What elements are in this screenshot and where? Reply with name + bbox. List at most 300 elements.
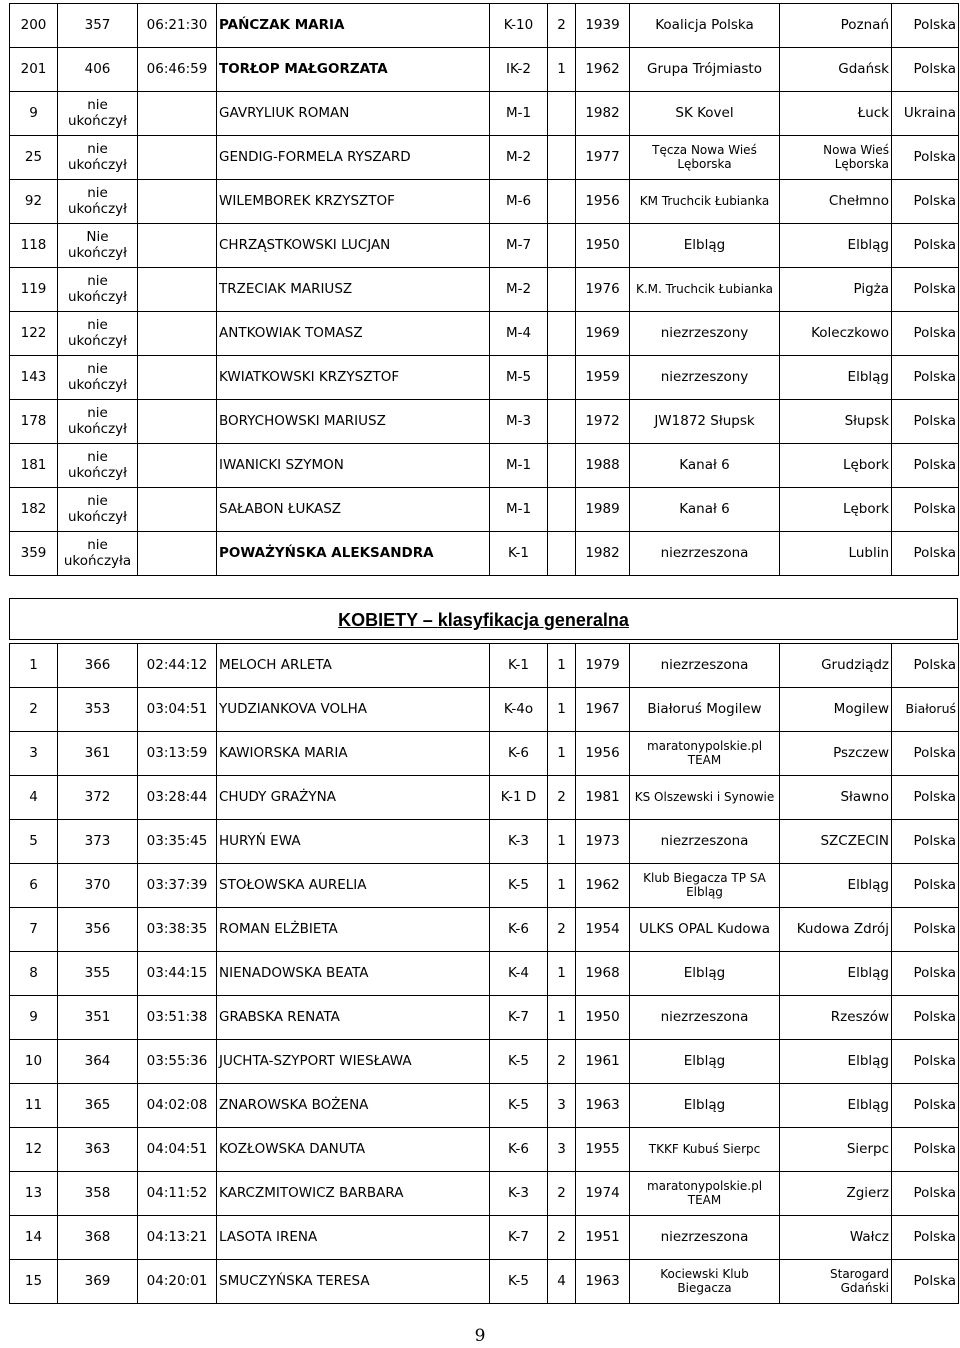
cell-name: BORYCHOWSKI MARIUSZ xyxy=(217,400,490,444)
cell-birth-year: 1962 xyxy=(576,864,630,908)
cell-cat-place xyxy=(548,268,576,312)
cell-country: Polska xyxy=(892,952,959,996)
cell-country: Polska xyxy=(892,776,959,820)
cell-bib: nie ukończył xyxy=(58,180,138,224)
cell-bib: 357 xyxy=(58,4,138,48)
cell-name: GENDIG-FORMELA RYSZARD xyxy=(217,136,490,180)
cell-cat-place xyxy=(548,444,576,488)
cell-place: 122 xyxy=(10,312,58,356)
cell-city: Mogilew xyxy=(780,688,892,732)
cell-city: Sławno xyxy=(780,776,892,820)
cell-bib: 365 xyxy=(58,1084,138,1128)
cell-city: Łuck xyxy=(780,92,892,136)
cell-time: 03:35:45 xyxy=(138,820,217,864)
cell-birth-year: 1967 xyxy=(576,688,630,732)
cell-cat-place xyxy=(548,532,576,576)
cell-birth-year: 1955 xyxy=(576,1128,630,1172)
cell-bib: 353 xyxy=(58,688,138,732)
cell-time xyxy=(138,488,217,532)
page-number: 9 xyxy=(474,1326,486,1346)
cell-birth-year: 1962 xyxy=(576,48,630,92)
cell-name: KARCZMITOWICZ BARBARA xyxy=(217,1172,490,1216)
cell-city: Nowa Wieś Lęborska xyxy=(780,136,892,180)
cell-city: Elbląg xyxy=(780,356,892,400)
cell-bib: 351 xyxy=(58,996,138,1040)
cell-time xyxy=(138,444,217,488)
cell-category: M-2 xyxy=(490,268,548,312)
cell-place: 14 xyxy=(10,1216,58,1260)
cell-country: Polska xyxy=(892,444,959,488)
cell-bib: 363 xyxy=(58,1128,138,1172)
cell-name: ANTKOWIAK TOMASZ xyxy=(217,312,490,356)
cell-cat-place: 1 xyxy=(548,732,576,776)
table-row xyxy=(10,644,959,688)
cell-cat-place xyxy=(548,356,576,400)
cell-time: 04:11:52 xyxy=(138,1172,217,1216)
cell-club: Klub Biegacza TP SA Elbląg xyxy=(630,864,780,908)
cell-category: IK-2 xyxy=(490,48,548,92)
cell-place: 9 xyxy=(10,92,58,136)
cell-country: Polska xyxy=(892,1128,959,1172)
cell-category: K-1 xyxy=(490,644,548,688)
cell-club: Elbląg xyxy=(630,1084,780,1128)
cell-city: Elbląg xyxy=(780,224,892,268)
cell-country: Polska xyxy=(892,996,959,1040)
cell-club: TKKF Kubuś Sierpc xyxy=(630,1128,780,1172)
cell-club: Kanał 6 xyxy=(630,488,780,532)
cell-cat-place: 2 xyxy=(548,1216,576,1260)
cell-name: PAŃCZAK MARIA xyxy=(217,4,490,48)
cell-country: Polska xyxy=(892,864,959,908)
cell-birth-year: 1963 xyxy=(576,1260,630,1304)
cell-country: Polska xyxy=(892,732,959,776)
cell-place: 9 xyxy=(10,996,58,1040)
table-row xyxy=(10,864,959,908)
cell-place: 10 xyxy=(10,1040,58,1084)
table-row xyxy=(10,136,959,180)
cell-category: K-1 xyxy=(490,532,548,576)
cell-country: Polska xyxy=(892,312,959,356)
cell-club: Koalicja Polska xyxy=(630,4,780,48)
cell-birth-year: 1963 xyxy=(576,1084,630,1128)
table-row xyxy=(10,1084,959,1128)
cell-city: Lębork xyxy=(780,444,892,488)
cell-cat-place: 2 xyxy=(548,1172,576,1216)
cell-birth-year: 1981 xyxy=(576,776,630,820)
cell-category: K-3 xyxy=(490,1172,548,1216)
cell-name: LASOTA IRENA xyxy=(217,1216,490,1260)
cell-bib: nie ukończył xyxy=(58,400,138,444)
cell-name: TORŁOP MAŁGORZATA xyxy=(217,48,490,92)
cell-birth-year: 1961 xyxy=(576,1040,630,1084)
cell-city: Starogard Gdański xyxy=(780,1260,892,1304)
cell-cat-place: 2 xyxy=(548,908,576,952)
cell-city: Poznań xyxy=(780,4,892,48)
cell-bib: 361 xyxy=(58,732,138,776)
cell-place: 200 xyxy=(10,4,58,48)
cell-country: Polska xyxy=(892,908,959,952)
cell-category: M-1 xyxy=(490,92,548,136)
cell-city: Elbląg xyxy=(780,864,892,908)
cell-name: WILEMBOREK KRZYSZTOF xyxy=(217,180,490,224)
cell-bib: Nie ukończył xyxy=(58,224,138,268)
cell-category: M-2 xyxy=(490,136,548,180)
cell-country: Polska xyxy=(892,400,959,444)
women-title-prefix: KOBIETY xyxy=(338,610,418,630)
cell-category: K-5 xyxy=(490,1040,548,1084)
results-table-women xyxy=(9,643,959,1304)
cell-place: 3 xyxy=(10,732,58,776)
cell-time: 06:46:59 xyxy=(138,48,217,92)
cell-club: JW1872 Słupsk xyxy=(630,400,780,444)
cell-place: 4 xyxy=(10,776,58,820)
cell-club: niezrzeszona xyxy=(630,644,780,688)
cell-city: SZCZECIN xyxy=(780,820,892,864)
cell-country: Ukraina xyxy=(892,92,959,136)
cell-club: niezrzeszona xyxy=(630,532,780,576)
cell-time xyxy=(138,268,217,312)
cell-bib: 369 xyxy=(58,1260,138,1304)
cell-club: Elbląg xyxy=(630,224,780,268)
table-row xyxy=(10,224,959,268)
cell-birth-year: 1982 xyxy=(576,92,630,136)
table-row xyxy=(10,444,959,488)
cell-club: Elbląg xyxy=(630,1040,780,1084)
cell-name: SMUCZYŃSKA TERESA xyxy=(217,1260,490,1304)
cell-place: 201 xyxy=(10,48,58,92)
cell-category: M-1 xyxy=(490,488,548,532)
cell-club: KM Truchcik Łubianka xyxy=(630,180,780,224)
cell-club: niezrzeszona xyxy=(630,820,780,864)
cell-country: Polska xyxy=(892,136,959,180)
cell-bib: nie ukończył xyxy=(58,312,138,356)
cell-country: Polska xyxy=(892,1084,959,1128)
cell-cat-place: 1 xyxy=(548,644,576,688)
cell-cat-place: 4 xyxy=(548,1260,576,1304)
cell-cat-place: 1 xyxy=(548,48,576,92)
table-row xyxy=(10,4,959,48)
cell-name: ZNAROWSKA BOŻENA xyxy=(217,1084,490,1128)
cell-name: CHUDY GRAŻYNA xyxy=(217,776,490,820)
table-row xyxy=(10,268,959,312)
cell-name: YUDZIANKOVA VOLHA xyxy=(217,688,490,732)
cell-country: Polska xyxy=(892,1172,959,1216)
cell-time: 04:13:21 xyxy=(138,1216,217,1260)
women-title-dash: – xyxy=(417,610,438,630)
cell-bib: nie ukończył xyxy=(58,92,138,136)
cell-birth-year: 1982 xyxy=(576,532,630,576)
cell-name: MELOCH ARLETA xyxy=(217,644,490,688)
cell-birth-year: 1950 xyxy=(576,996,630,1040)
cell-place: 181 xyxy=(10,444,58,488)
cell-bib: 366 xyxy=(58,644,138,688)
cell-bib: 368 xyxy=(58,1216,138,1260)
cell-name: KOZŁOWSKA DANUTA xyxy=(217,1128,490,1172)
cell-time: 03:38:35 xyxy=(138,908,217,952)
cell-club: SK Kovel xyxy=(630,92,780,136)
cell-name: CHRZĄSTKOWSKI LUCJAN xyxy=(217,224,490,268)
cell-city: Gdańsk xyxy=(780,48,892,92)
cell-name: IWANICKI SZYMON xyxy=(217,444,490,488)
cell-place: 25 xyxy=(10,136,58,180)
table-row xyxy=(10,952,959,996)
cell-city: Kudowa Zdrój xyxy=(780,908,892,952)
cell-cat-place: 1 xyxy=(548,820,576,864)
table-row xyxy=(10,356,959,400)
cell-club: K.M. Truchcik Łubianka xyxy=(630,268,780,312)
cell-name: GRABSKA RENATA xyxy=(217,996,490,1040)
cell-place: 15 xyxy=(10,1260,58,1304)
cell-category: K-4 xyxy=(490,952,548,996)
cell-place: 11 xyxy=(10,1084,58,1128)
cell-time: 03:51:38 xyxy=(138,996,217,1040)
cell-category: M-5 xyxy=(490,356,548,400)
cell-time: 03:37:39 xyxy=(138,864,217,908)
cell-place: 8 xyxy=(10,952,58,996)
cell-category: K-5 xyxy=(490,1084,548,1128)
cell-city: Koleczkowo xyxy=(780,312,892,356)
table-row xyxy=(10,820,959,864)
cell-city: Elbląg xyxy=(780,1084,892,1128)
cell-birth-year: 1968 xyxy=(576,952,630,996)
cell-place: 143 xyxy=(10,356,58,400)
table-row xyxy=(10,776,959,820)
cell-category: K-6 xyxy=(490,908,548,952)
cell-city: Elbląg xyxy=(780,952,892,996)
cell-place: 92 xyxy=(10,180,58,224)
cell-club: niezrzeszona xyxy=(630,996,780,1040)
cell-club: Kanał 6 xyxy=(630,444,780,488)
cell-club: Białoruś Mogilew xyxy=(630,688,780,732)
table-row xyxy=(10,1128,959,1172)
cell-city: Zgierz xyxy=(780,1172,892,1216)
table-row xyxy=(10,312,959,356)
cell-category: K-3 xyxy=(490,820,548,864)
cell-birth-year: 1974 xyxy=(576,1172,630,1216)
cell-birth-year: 1976 xyxy=(576,268,630,312)
cell-city: Sierpc xyxy=(780,1128,892,1172)
cell-place: 7 xyxy=(10,908,58,952)
cell-cat-place: 1 xyxy=(548,996,576,1040)
cell-club: maratonypolskie.pl TEAM xyxy=(630,1172,780,1216)
cell-category: M-7 xyxy=(490,224,548,268)
cell-category: K-7 xyxy=(490,996,548,1040)
cell-club: niezrzeszona xyxy=(630,1216,780,1260)
table-row xyxy=(10,48,959,92)
table-row xyxy=(10,908,959,952)
cell-country: Polska xyxy=(892,644,959,688)
cell-cat-place xyxy=(548,180,576,224)
cell-club: niezrzeszony xyxy=(630,312,780,356)
cell-birth-year: 1951 xyxy=(576,1216,630,1260)
cell-country: Polska xyxy=(892,48,959,92)
cell-bib: 373 xyxy=(58,820,138,864)
women-title-suffix: klasyfikacja generalna xyxy=(437,610,629,630)
cell-place: 119 xyxy=(10,268,58,312)
cell-city: Grudziądz xyxy=(780,644,892,688)
table-row xyxy=(10,996,959,1040)
cell-birth-year: 1989 xyxy=(576,488,630,532)
cell-place: 5 xyxy=(10,820,58,864)
cell-country: Polska xyxy=(892,820,959,864)
cell-cat-place: 2 xyxy=(548,4,576,48)
cell-club: ULKS OPAL Kudowa xyxy=(630,908,780,952)
cell-bib: 370 xyxy=(58,864,138,908)
cell-place: 13 xyxy=(10,1172,58,1216)
cell-cat-place: 1 xyxy=(548,864,576,908)
cell-bib: 358 xyxy=(58,1172,138,1216)
cell-cat-place xyxy=(548,224,576,268)
cell-place: 6 xyxy=(10,864,58,908)
cell-cat-place: 3 xyxy=(548,1128,576,1172)
cell-name: SAŁABON ŁUKASZ xyxy=(217,488,490,532)
cell-city: Wałcz xyxy=(780,1216,892,1260)
cell-bib: 356 xyxy=(58,908,138,952)
cell-name: KAWIORSKA MARIA xyxy=(217,732,490,776)
cell-city: Słupsk xyxy=(780,400,892,444)
cell-time: 03:55:36 xyxy=(138,1040,217,1084)
cell-name: KWIATKOWSKI KRZYSZTOF xyxy=(217,356,490,400)
cell-club: Grupa Trójmiasto xyxy=(630,48,780,92)
cell-place: 2 xyxy=(10,688,58,732)
table-row xyxy=(10,532,959,576)
cell-time xyxy=(138,312,217,356)
cell-time: 04:04:51 xyxy=(138,1128,217,1172)
cell-name: GAVRYLIUK ROMAN xyxy=(217,92,490,136)
cell-place: 12 xyxy=(10,1128,58,1172)
cell-category: M-3 xyxy=(490,400,548,444)
cell-bib: nie ukończył xyxy=(58,268,138,312)
cell-category: K-7 xyxy=(490,1216,548,1260)
cell-cat-place: 1 xyxy=(548,952,576,996)
cell-cat-place xyxy=(548,92,576,136)
cell-bib: nie ukończyła xyxy=(58,532,138,576)
cell-club: Tęcza Nowa Wieś Lęborska xyxy=(630,136,780,180)
women-section-title xyxy=(9,598,958,640)
cell-country: Polska xyxy=(892,180,959,224)
cell-category: M-4 xyxy=(490,312,548,356)
cell-time xyxy=(138,224,217,268)
table-row xyxy=(10,1260,959,1304)
cell-category: K-4o xyxy=(490,688,548,732)
cell-bib: 355 xyxy=(58,952,138,996)
cell-name: STOŁOWSKA AURELIA xyxy=(217,864,490,908)
cell-city: Lublin xyxy=(780,532,892,576)
cell-birth-year: 1956 xyxy=(576,732,630,776)
cell-name: TRZECIAK MARIUSZ xyxy=(217,268,490,312)
cell-country: Polska xyxy=(892,356,959,400)
cell-bib: nie ukończył xyxy=(58,136,138,180)
cell-category: K-5 xyxy=(490,1260,548,1304)
table-row xyxy=(10,732,959,776)
cell-time xyxy=(138,180,217,224)
cell-time: 03:44:15 xyxy=(138,952,217,996)
cell-bib: 364 xyxy=(58,1040,138,1084)
cell-bib: nie ukończył xyxy=(58,444,138,488)
cell-cat-place: 2 xyxy=(548,776,576,820)
cell-country: Polska xyxy=(892,488,959,532)
cell-category: K-1 D xyxy=(490,776,548,820)
cell-birth-year: 1988 xyxy=(576,444,630,488)
cell-birth-year: 1954 xyxy=(576,908,630,952)
cell-country: Białoruś xyxy=(892,688,959,732)
cell-time: 04:02:08 xyxy=(138,1084,217,1128)
cell-category: K-6 xyxy=(490,732,548,776)
cell-bib: 406 xyxy=(58,48,138,92)
cell-time: 06:21:30 xyxy=(138,4,217,48)
table-row xyxy=(10,180,959,224)
cell-birth-year: 1959 xyxy=(576,356,630,400)
cell-time: 03:04:51 xyxy=(138,688,217,732)
cell-cat-place: 1 xyxy=(548,688,576,732)
cell-bib: 372 xyxy=(58,776,138,820)
cell-name: ROMAN ELŻBIETA xyxy=(217,908,490,952)
table-row xyxy=(10,488,959,532)
cell-country: Polska xyxy=(892,1040,959,1084)
cell-birth-year: 1972 xyxy=(576,400,630,444)
cell-country: Polska xyxy=(892,224,959,268)
cell-place: 118 xyxy=(10,224,58,268)
cell-cat-place xyxy=(548,488,576,532)
cell-time xyxy=(138,136,217,180)
cell-city: Pigża xyxy=(780,268,892,312)
cell-category: M-6 xyxy=(490,180,548,224)
cell-time: 02:44:12 xyxy=(138,644,217,688)
results-table-men xyxy=(9,3,959,576)
cell-category: K-5 xyxy=(490,864,548,908)
cell-place: 178 xyxy=(10,400,58,444)
cell-name: NIENADOWSKA BEATA xyxy=(217,952,490,996)
cell-time: 04:20:01 xyxy=(138,1260,217,1304)
cell-club: maratonypolskie.pl TEAM xyxy=(630,732,780,776)
cell-cat-place: 3 xyxy=(548,1084,576,1128)
cell-name: POWAŻYŃSKA ALEKSANDRA xyxy=(217,532,490,576)
cell-city: Rzeszów xyxy=(780,996,892,1040)
cell-time xyxy=(138,356,217,400)
cell-cat-place xyxy=(548,400,576,444)
cell-time: 03:13:59 xyxy=(138,732,217,776)
cell-name: JUCHTA-SZYPORT WIESŁAWA xyxy=(217,1040,490,1084)
cell-place: 182 xyxy=(10,488,58,532)
cell-birth-year: 1939 xyxy=(576,4,630,48)
cell-name: HURYŃ EWA xyxy=(217,820,490,864)
table-row xyxy=(10,1216,959,1260)
cell-cat-place xyxy=(548,312,576,356)
cell-birth-year: 1969 xyxy=(576,312,630,356)
cell-category: K-10 xyxy=(490,4,548,48)
cell-birth-year: 1973 xyxy=(576,820,630,864)
cell-time: 03:28:44 xyxy=(138,776,217,820)
cell-category: M-1 xyxy=(490,444,548,488)
cell-birth-year: 1950 xyxy=(576,224,630,268)
cell-bib: nie ukończył xyxy=(58,488,138,532)
cell-time xyxy=(138,92,217,136)
table-row xyxy=(10,1040,959,1084)
table-row xyxy=(10,688,959,732)
cell-club: Kociewski Klub Biegacza xyxy=(630,1260,780,1304)
cell-club: KS Olszewski i Synowie xyxy=(630,776,780,820)
cell-birth-year: 1956 xyxy=(576,180,630,224)
cell-city: Lębork xyxy=(780,488,892,532)
cell-cat-place xyxy=(548,136,576,180)
cell-birth-year: 1979 xyxy=(576,644,630,688)
cell-city: Elbląg xyxy=(780,1040,892,1084)
cell-category: K-6 xyxy=(490,1128,548,1172)
cell-time xyxy=(138,532,217,576)
table-row xyxy=(10,400,959,444)
cell-cat-place: 2 xyxy=(548,1040,576,1084)
cell-city: Pszczew xyxy=(780,732,892,776)
